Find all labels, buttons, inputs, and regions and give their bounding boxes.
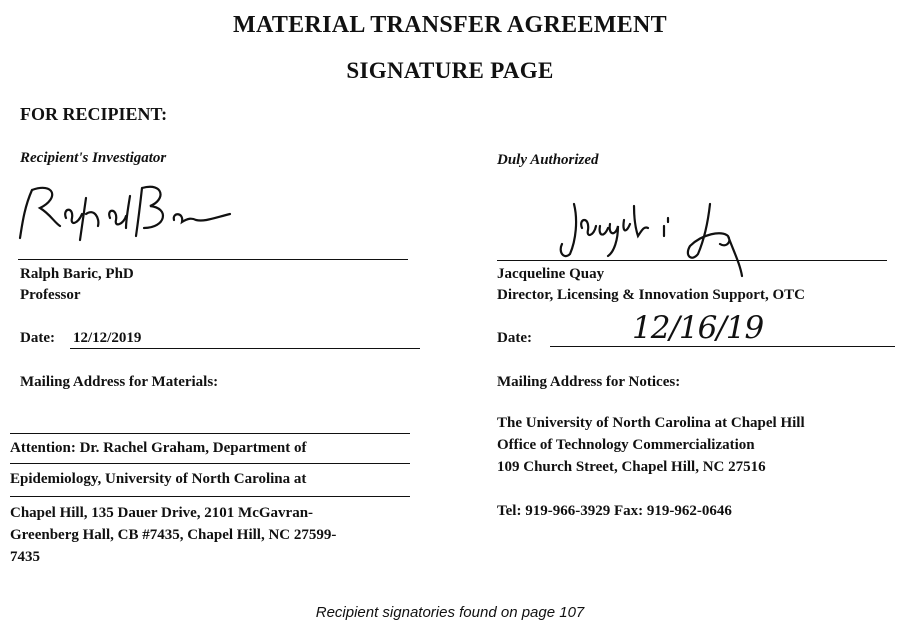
document-title: MATERIAL TRANSFER AGREEMENT bbox=[233, 12, 667, 38]
address-line-2-rule bbox=[10, 463, 410, 464]
section-label: FOR RECIPIENT: bbox=[20, 104, 168, 124]
duly-authorized-label: Duly Authorized bbox=[497, 152, 599, 168]
authorized-name: Jacqueline Quay bbox=[497, 266, 605, 282]
materials-address-line-3: Chapel Hill, 135 Dauer Drive, 2101 McGavran- bbox=[10, 505, 314, 521]
materials-address-line-5: 7435 bbox=[10, 549, 40, 565]
materials-address-line-2: Epidemiology, University of North Carolina at bbox=[10, 471, 307, 487]
left-date-line bbox=[70, 348, 420, 349]
notices-address-line-2: Office of Technology Commercialization bbox=[497, 437, 755, 453]
investigator-signature bbox=[14, 178, 244, 250]
materials-address-label: Mailing Address for Materials: bbox=[20, 374, 219, 390]
address-line-1-rule bbox=[10, 433, 410, 434]
materials-address-line-1: Attention: Dr. Rachel Graham, Department of bbox=[10, 440, 307, 456]
footer-note: Recipient signatories found on page 107 bbox=[315, 604, 585, 621]
authorized-title: Director, Licensing & Innovation Support, OTC bbox=[497, 287, 805, 303]
notices-address-label: Mailing Address for Notices: bbox=[497, 374, 681, 390]
investigator-name: Ralph Baric, PhD bbox=[20, 266, 134, 282]
left-date-value: 12/12/2019 bbox=[73, 330, 142, 346]
contact-numbers: Tel: 919-966-3929 Fax: 919-962-0646 bbox=[497, 503, 732, 519]
authorized-signature-line bbox=[497, 260, 887, 261]
investigator-signature-line bbox=[18, 259, 408, 260]
recipient-investigator-label: Recipient's Investigator bbox=[20, 150, 167, 166]
document-subtitle: SIGNATURE PAGE bbox=[346, 58, 554, 83]
address-line-3-rule bbox=[10, 496, 410, 497]
left-date-label: Date: bbox=[20, 330, 55, 346]
notices-address-line-1: The University of North Carolina at Chapel Hill bbox=[497, 415, 805, 431]
right-date-label: Date: bbox=[497, 330, 532, 346]
right-date-value: 12/16/19 bbox=[632, 310, 764, 346]
notices-address-line-3: 109 Church Street, Chapel Hill, NC 27516 bbox=[497, 459, 766, 475]
right-date-line bbox=[550, 346, 895, 347]
materials-address-line-4: Greenberg Hall, CB #7435, Chapel Hill, NC 27599- bbox=[10, 527, 337, 543]
investigator-title: Professor bbox=[20, 287, 81, 303]
